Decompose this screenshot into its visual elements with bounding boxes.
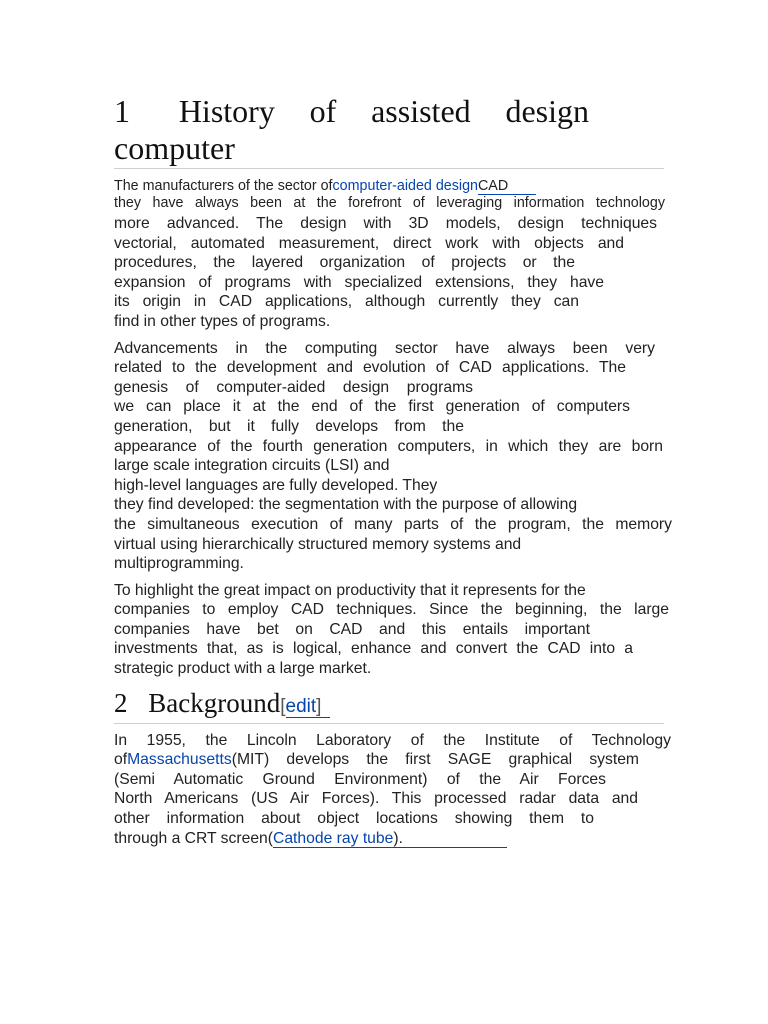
computer-aided-design-link[interactable]: computer-aided design: [332, 178, 478, 194]
section-number: 2: [114, 687, 128, 718]
document-page: [114, 93, 672, 848]
paragraph-line: In 1955, the Lincoln Laboratory of the Institute of Technology: [114, 731, 671, 749]
paragraph-line: we can place it at the end of the first generation of computers: [114, 398, 630, 416]
paragraph-line: genesis of computer-aided design programs: [114, 378, 473, 396]
cad-link-text[interactable]: CAD: [478, 178, 536, 195]
paragraph-line: generation, but it fully develops from the: [114, 417, 464, 435]
paragraph-line: high-level languages are fully developed. They: [114, 476, 438, 494]
paragraph-line: companies to employ CAD techniques. Since the beginning, the large: [114, 601, 669, 619]
bracket: ]: [316, 695, 322, 717]
paragraph-line: companies have bet on CAD and this entails important: [114, 620, 590, 638]
bracket: [: [280, 695, 286, 717]
text: The manufacturers of the sector of: [114, 178, 333, 194]
section-heading-history: [114, 93, 664, 169]
paragraph-line: expansion of programs with specialized extensions, they have: [114, 273, 604, 291]
heading-line-2: computer: [114, 130, 235, 166]
paragraph-line: the simultaneous execution of many parts of the program, the memory: [114, 515, 672, 533]
cathode-ray-tube-link[interactable]: Cathode ray tube: [273, 829, 394, 847]
heading-line-1: [114, 93, 589, 130]
paragraph-line: procedures, the layered organization of projects or the: [114, 254, 575, 272]
paragraph-2: [114, 339, 672, 574]
paragraph-line: multiprogramming.: [114, 555, 244, 573]
paragraph-line: more advanced. The design with 3D models, design techniques: [114, 215, 657, 232]
paragraph-line: investments that, as is logical, enhance and convert the CAD into a: [114, 640, 633, 658]
text: (MIT) develops the first SAGE graphical system: [231, 751, 639, 769]
paragraph-line: other information about object locations showing them to: [114, 810, 594, 828]
text: ).: [393, 830, 507, 848]
paragraph-1: [114, 178, 672, 332]
paragraph-line: (Semi Automatic Ground Environment) of the Air Forces: [114, 770, 606, 788]
paragraph-line: appearance of the fourth generation computers, in which they are born: [114, 437, 663, 455]
edit-section-link: [280, 696, 330, 718]
paragraph-line: strategic product with a large market.: [114, 660, 372, 678]
paragraph-line: [114, 750, 639, 770]
paragraph-4: [114, 731, 672, 849]
paragraph-line: they find developed: the segmentation with the purpose of allowing: [114, 496, 578, 514]
paragraph-line: virtual using hierarchically structured memory systems and: [114, 535, 522, 553]
massachusetts-link[interactable]: Massachusetts: [127, 751, 232, 769]
edit-link[interactable]: edit: [286, 696, 331, 718]
paragraph-3: [114, 581, 672, 679]
paragraph-line: vectorial, automated measurement, direct work with objects and: [114, 234, 624, 252]
section-heading-background: [114, 687, 664, 724]
heading-text: History of assisted design: [178, 93, 589, 129]
text: through a CRT screen(: [114, 829, 273, 847]
paragraph-line: related to the development and evolution of CAD applications. The: [114, 359, 626, 377]
paragraph-line: large scale integration circuits (LSI) and: [114, 457, 390, 475]
heading-text: Background: [148, 687, 281, 718]
paragraph-line: North Americans (US Air Forces). This processed radar data and: [114, 790, 638, 808]
paragraph-line: they have always been at the forefront of leveraging information technology: [114, 195, 665, 211]
paragraph-line: [114, 829, 672, 849]
paragraph-line: find in other types of programs.: [114, 312, 331, 330]
paragraph-line: [114, 178, 672, 195]
paragraph-line: its origin in CAD applications, although currently they can: [114, 293, 579, 311]
paragraph-line: To highlight the great impact on productivity that it represents for the: [114, 581, 586, 599]
paragraph-line: Advancements in the computing sector have always been very: [114, 339, 655, 357]
section-number: 1: [114, 93, 130, 129]
text: of: [114, 751, 128, 769]
